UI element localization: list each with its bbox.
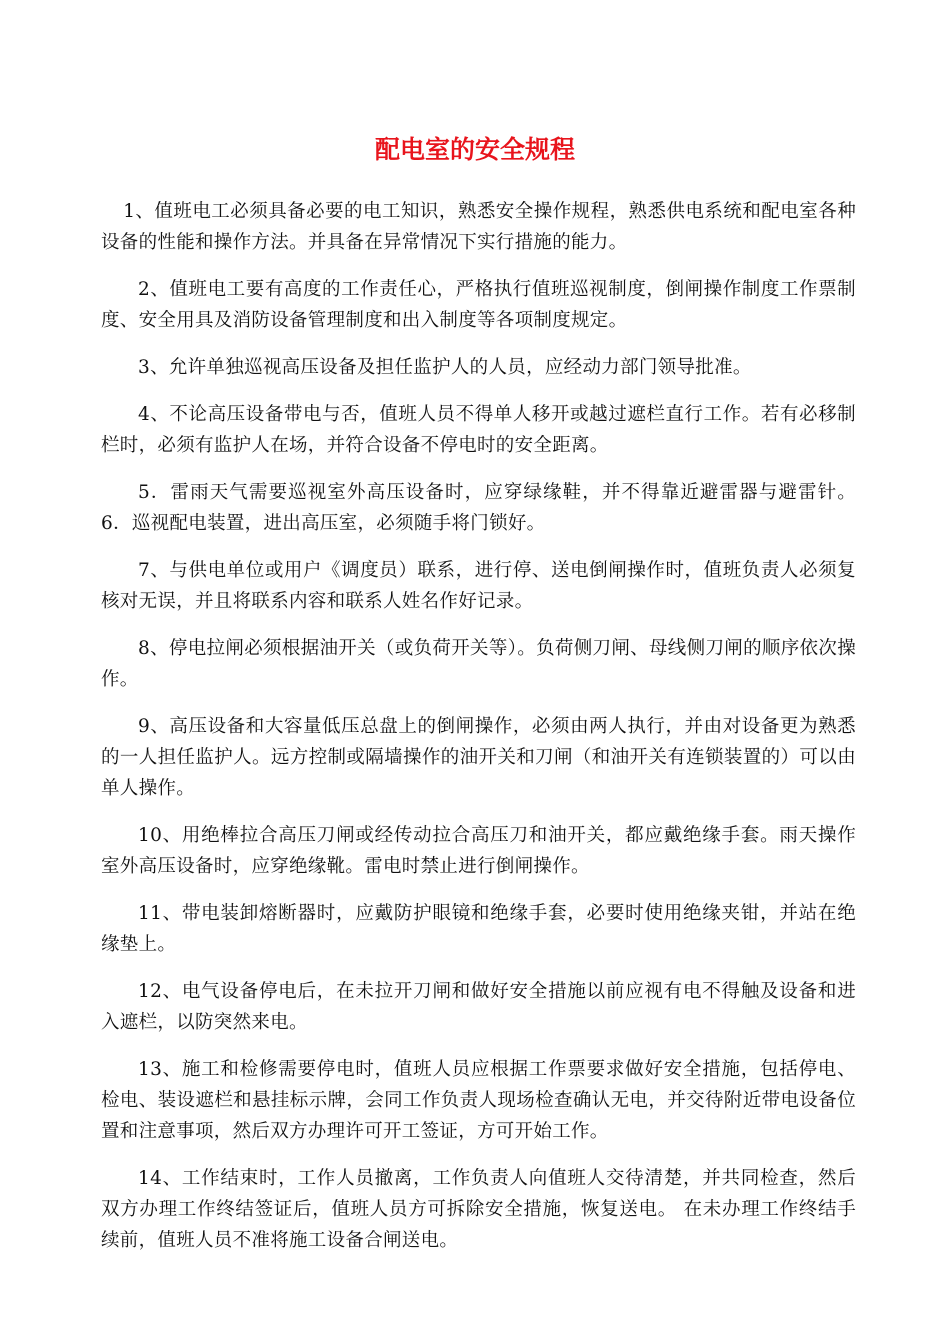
document-body — [101, 196, 856, 1272]
paragraph-10: 10、用绝棒拉合高压刀闸或经传动拉合高压刀和油开关，都应戴绝缘手套。雨天操作室外高压设备时，应穿绝缘靴。雷电时禁止进行倒闸操作。 — [101, 825, 856, 877]
paragraph-14: 14、工作结束时，工作人员撤离，工作负责人向值班人交待清楚，并共同检查，然后双方办理工作终结签证后，值班人员方可拆除安全措施，恢复送电。 在未办理工作终结手续前，值班人员不准将施工设备合闸送电。 — [101, 1168, 856, 1251]
paragraph-9: 9、高压设备和大容量低压总盘上的倒闸操作，必须由两人执行，并由对设备更为熟悉的一人担任监护人。远方控制或隔墙操作的油开关和刀闸（和油开关有连锁装置的）可以由单人操作。 — [101, 716, 856, 799]
page-title: 配电室的安全规程 — [374, 135, 575, 164]
paragraph-12: 12、电气设备停电后，在未拉开刀闸和做好安全措施以前应视有电不得触及设备和进入遮栏，以防突然来电。 — [101, 981, 856, 1033]
paragraph-13: 13、施工和检修需要停电时，值班人员应根据工作票要求做好安全措施，包括停电、检电、装设遮栏和悬挂标示牌，会同工作负责人现场检查确认无电，并交待附近带电设备位置和注意事项，然后双方办理许可开工签证，方可开始工作。 — [101, 1059, 856, 1142]
paragraph-11: 11、带电装卸熔断器时，应戴防护眼镜和绝缘手套，必要时使用绝缘夹钳，并站在绝缘垫上。 — [101, 903, 856, 955]
paragraph-5-6: 5．雷雨天气需要巡视室外高压设备时，应穿绿缘鞋，并不得靠近避雷器与避雷针。 6．巡视配电装置，进出高压室，必须随手将门锁好。 — [101, 482, 856, 534]
paragraph-1: 1、值班电工必须具备必要的电工知识，熟悉安全操作规程，熟悉供电系统和配电室各种设备的性能和操作方法。并具备在异常情况下实行措施的能力。 — [101, 201, 856, 253]
paragraph-7: 7、与供电单位或用户《调度员）联系，进行停、送电倒闸操作时，值班负责人必须复核对无误，并且将联系内容和联系人姓名作好记录。 — [101, 560, 856, 612]
paragraph-3: 3、允许单独巡视高压设备及担任监护人的人员，应经动力部门领导批准。 — [138, 357, 752, 378]
paragraph-2: 2、值班电工要有高度的工作责任心，严格执行值班巡视制度，倒闸操作制度工作票制度、安全用具及消防设备管理制度和出入制度等各项制度规定。 — [101, 279, 856, 331]
paragraph-4: 4、不论高压设备带电与否，值班人员不得单人移开或越过遮栏直行工作。若有必移制栏时，必须有监护人在场，并符合设备不停电时的安全距离。 — [101, 404, 856, 456]
paragraph-8: 8、停电拉闸必须根据油开关（或负荷开关等）。负荷侧刀闸、母线侧刀闸的顺序依次操作。 — [101, 638, 856, 690]
